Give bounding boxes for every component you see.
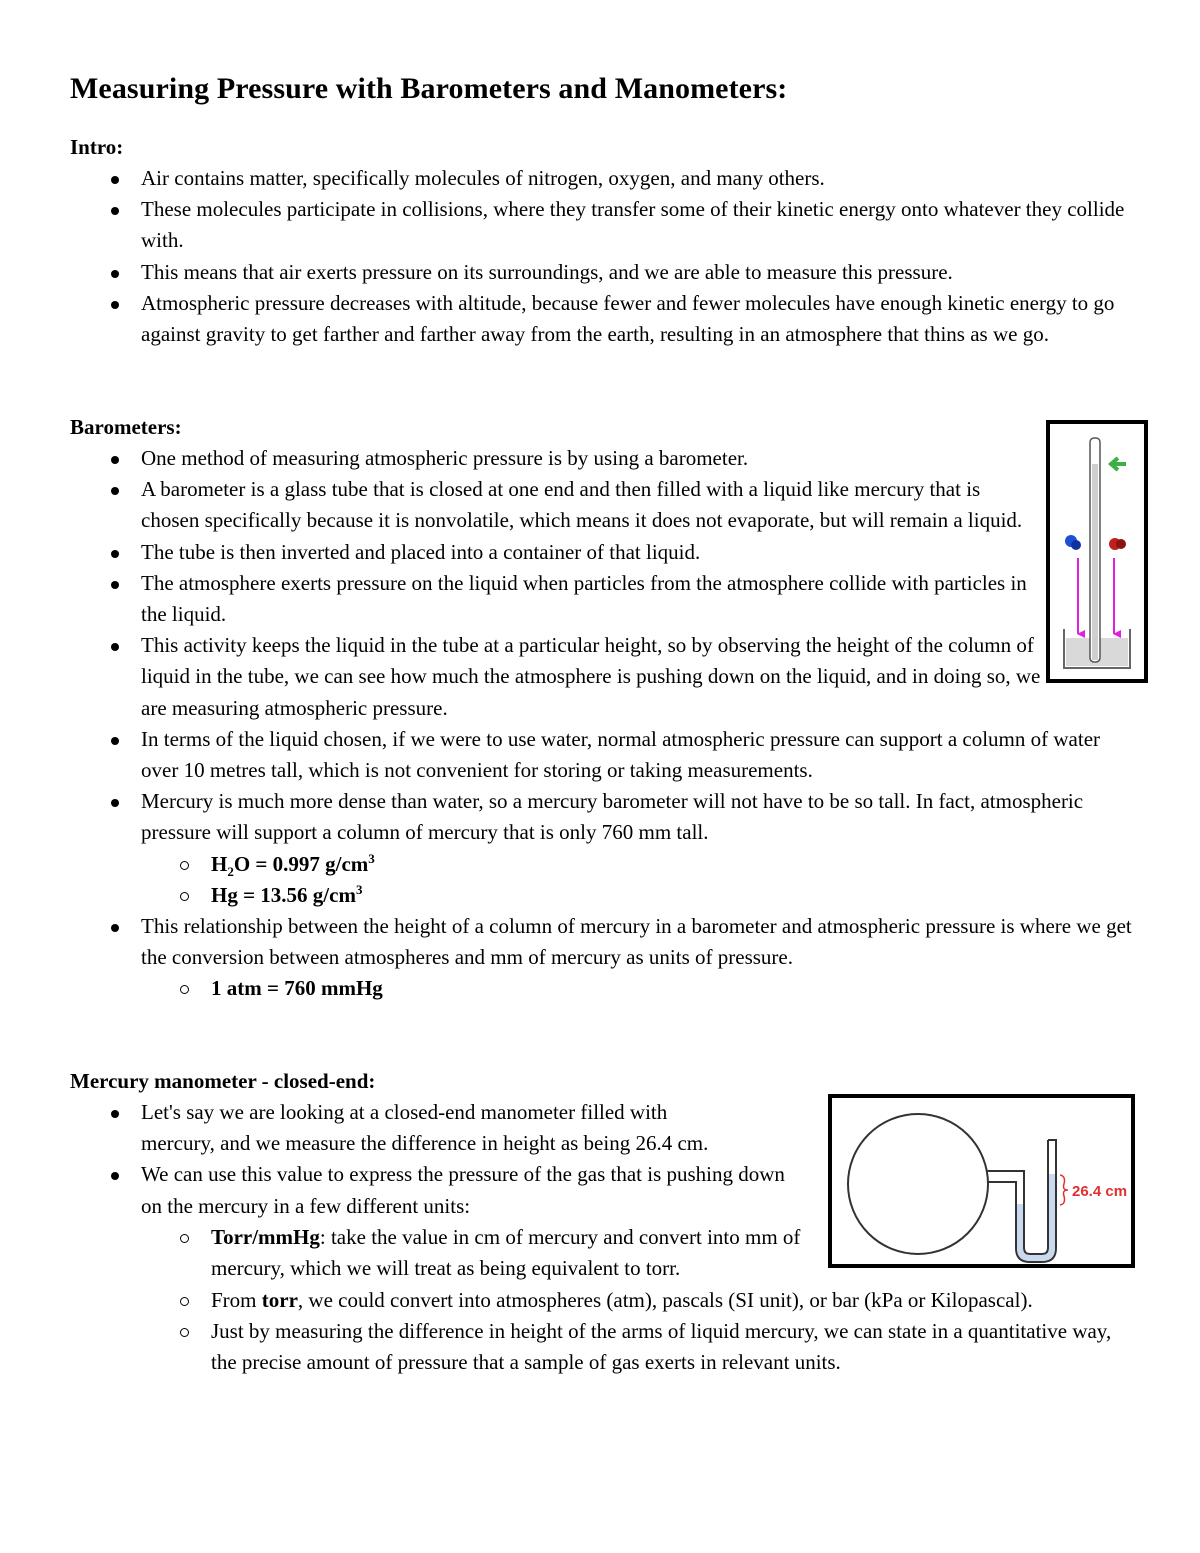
units-list	[141, 1222, 810, 1284]
page-title: Measuring Pressure with Barometers and Manometers:	[70, 72, 788, 105]
water-density: $H_2O = 0.997$ $g/cm^3$	[141, 849, 1135, 880]
list-item: This means that air exerts pressure on its surroundings, and we are able to measure this pressure.	[0, 257, 1140, 288]
intro-list	[0, 163, 1140, 350]
list-item: In terms of the liquid chosen, if we were to use water, normal atmospheric pressure can support a column of water over 10 metres tall, which is not convenient for storing or taking measurements.	[0, 724, 1135, 786]
manometer-diagram	[828, 1094, 1135, 1268]
conversion-list	[141, 973, 1135, 1004]
list-item: One method of measuring atmospheric pressure is by using a barometer.	[0, 443, 1135, 474]
manometer-illustration	[832, 1098, 1131, 1264]
list-item-text: Mercury is much more dense than water, so a mercury barometer will not have to be so tall. In fact, atmospheric pressure will support a column of mercury that is only 760 mm tall.	[141, 789, 1084, 845]
barometers-list	[0, 443, 1135, 1005]
measurement-item: Just by measuring the difference in height of the arms of liquid mercury, we can state in a quantitative way, the precise amount of pressure that a sample of gas exerts in relevant units.	[141, 1316, 1130, 1378]
mercury-fill	[1017, 1174, 1055, 1261]
manometer-list	[0, 1097, 810, 1284]
list-item: A barometer is a glass tube that is closed at one end and then filled with a liquid like mercury that is chosen specifically because it is nonvolatile, which means it does not evaporate, but will remain a liquid.	[0, 474, 1026, 536]
list-item	[0, 1285, 1130, 1379]
list-item	[0, 786, 1135, 911]
height-label: 26.4 cm	[1072, 1183, 1128, 1200]
list-item	[0, 1159, 810, 1284]
manometer-heading: Mercury manometer - closed-end:	[70, 1069, 376, 1093]
list-item: The tube is then inverted and placed into a container of that liquid.	[0, 537, 1135, 568]
mercury-density: Hg = 13.56 $g/cm^3$	[141, 880, 1135, 911]
density-list	[141, 849, 1135, 911]
list-item: Let's say we are looking at a closed-end manometer filled with mercury, and we measure the difference in height as being 26.4 cm.	[0, 1097, 741, 1159]
list-item	[0, 911, 1135, 1005]
intro-heading: Intro:	[70, 135, 124, 159]
list-item: This activity keeps the liquid in the tube at a particular height, so by observing the height of the column of liquid in the tube, we can see how much the atmosphere is pushing down on the liquid, and in doing so, we are measuring atmospheric pressure.	[0, 630, 1041, 724]
torr-item: Torr/mmHg: take the value in cm of mercury and convert into mm of mercury, which we will treat as being equivalent to torr.	[141, 1222, 810, 1284]
list-item: Atmospheric pressure decreases with altitude, because fewer and fewer molecules have enough kinetic energy to go against gravity to get farther and farther away from the earth, resulting in an atmosphere that thins as we go.	[0, 288, 1140, 350]
conversion-item: From torr, we could convert into atmospheres (atm), pascals (SI unit), or bar (kPa or Kilopascal).	[141, 1285, 1130, 1316]
list-item: Air contains matter, specifically molecules of nitrogen, oxygen, and many others.	[0, 163, 1140, 194]
gas-bulb	[848, 1114, 988, 1254]
list-item-text: This relationship between the height of a column of mercury in a barometer and atmospheric pressure is where we get the conversion between atmospheres and mm of mercury as units of pressure.	[141, 914, 1132, 970]
list-item: These molecules participate in collisions, where they transfer some of their kinetic energy onto whatever they collide with.	[0, 194, 1140, 256]
barometers-heading: Barometers:	[70, 415, 182, 439]
manometer-list-continued	[0, 1285, 1130, 1379]
height-brace-icon	[1060, 1175, 1068, 1205]
units-list	[141, 1285, 1130, 1379]
atm-conversion: 1 atm = 760 mmHg	[141, 973, 1135, 1004]
list-item-text: We can use this value to express the pressure of the gas that is pushing down on the mercury in a few different units:	[141, 1162, 785, 1218]
list-item: The atmosphere exerts pressure on the liquid when particles from the atmosphere collide with particles in the liquid.	[0, 568, 1031, 630]
